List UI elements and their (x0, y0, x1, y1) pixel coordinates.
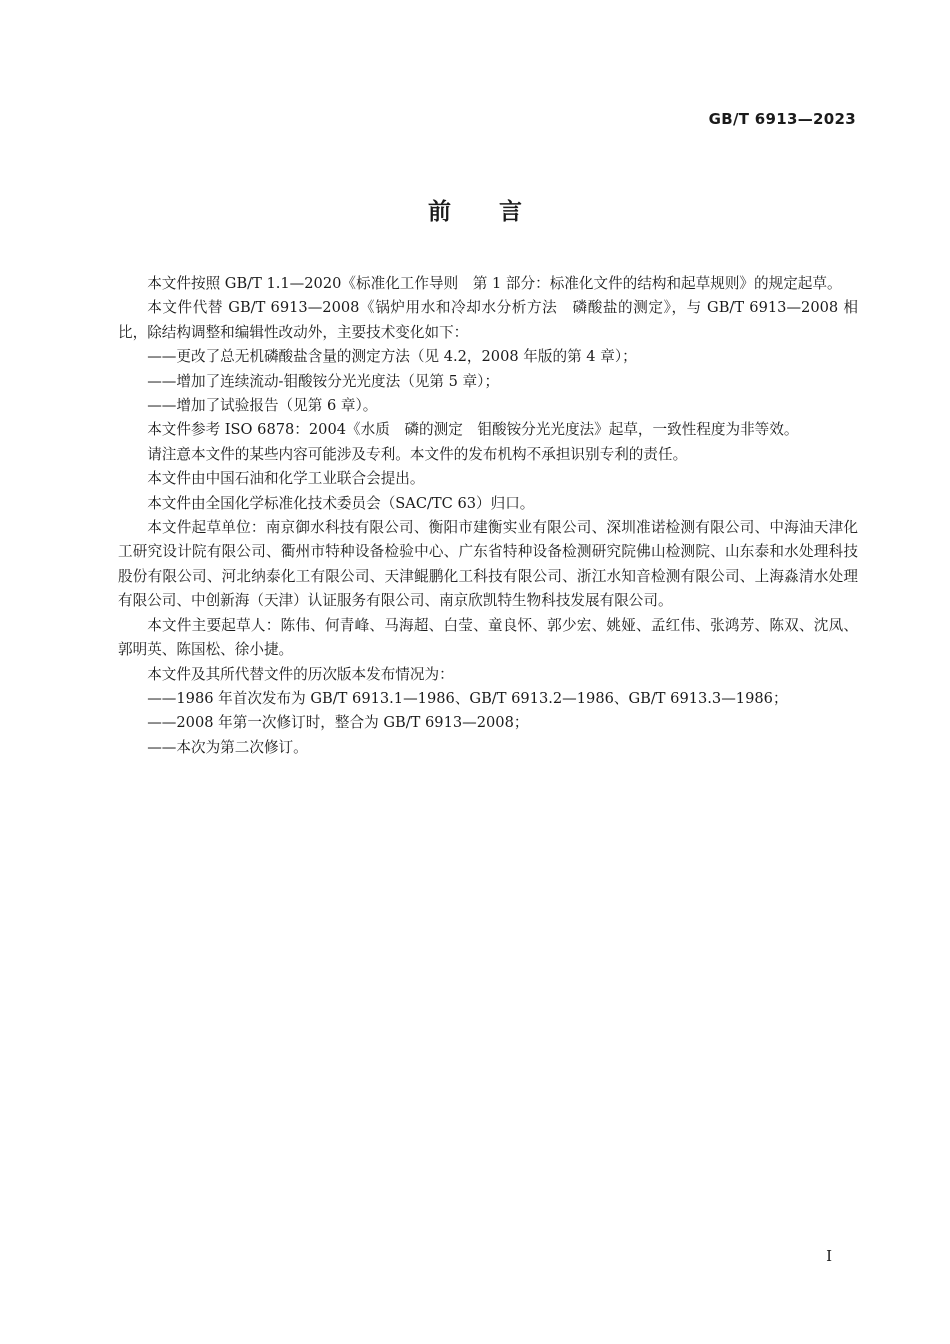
history-item-1: ——1986 年首次发布为 GB/T 6913.1—1986、GB/T 6913.2—1986、GB/T 6913.3—1986； (147, 689, 788, 707)
paragraph-centralized-by: 本文件由全国化学标准化技术委员会（SAC/TC 63）归口。 (147, 494, 535, 512)
page-title: 前言 (428, 199, 570, 225)
paragraph-drafters: 本文件主要起草人：陈伟、何青峰、马海超、白莹、童良怀、郭少宏、姚娅、孟红伟、张鸿芳、陈双、沈凤、郭明英、陈国松、徐小捷。 (118, 616, 858, 659)
paragraph-patent-notice: 请注意本文件的某些内容可能涉及专利。本文件的发布机构不承担识别专利的责任。 (147, 445, 688, 463)
change-item-2: ——增加了连续流动-钼酸铵分光光度法（见第 5 章）； (147, 372, 500, 390)
change-item-1: ——更改了总无机磷酸盐含量的测定方法（见 4.2，2008 年版的第 4 章）； (147, 348, 637, 366)
paragraph-drafting-rules: 本文件按照 GB/T 1.1—2020《标准化工作导则 第 1 部分：标准化文件的结构和起草规则》的规定起草。 (147, 275, 842, 292)
paragraph-proposed-by: 本文件由中国石油和化学工业联合会提出。 (147, 470, 425, 488)
paragraph-reference: 本文件参考 ISO 6878：2004《水质 磷的测定 钼酸铵分光光度法》起草，一致性程度为非等效。 (147, 421, 799, 439)
history-item-2: ——2008 年第一次修订时，整合为 GB/T 6913—2008； (147, 714, 529, 732)
foreword-body (118, 272, 858, 760)
standard-code: GB/T 6913—2023 (708, 110, 856, 128)
paragraph-drafting-units: 本文件起草单位：南京御水科技有限公司、衡阳市建衡实业有限公司、深圳准诺检测有限公司、中海油天津化工研究设计院有限公司、衢州市特种设备检验中心、广东省特种设备检测研究院佛山检测院、山东泰和水处理科技股份有限公司、河北纳泰化工有限公司、天津鲲鹏化工科技有限公司、浙江水知音检测有限公司、上海淼清水处理有限公司、中创新海（天津）认证服务有限公司、南京欣凯特生物科技发展有限公司。 (118, 519, 858, 610)
paragraph-history: 本文件及其所代替文件的历次版本发布情况为： (147, 665, 454, 683)
page-number: I (826, 1247, 832, 1265)
change-item-3: ——增加了试验报告（见第 6 章）。 (147, 397, 378, 415)
history-item-3: ——本次为第二次修订。 (147, 738, 308, 756)
paragraph-replaces: 本文件代替 GB/T 6913—2008《锅炉用水和冷却水分析方法 磷酸盐的测定》，与 GB/T 6913—2008 相比，除结构调整和编辑性改动外，主要技术变化如下： (118, 299, 858, 341)
